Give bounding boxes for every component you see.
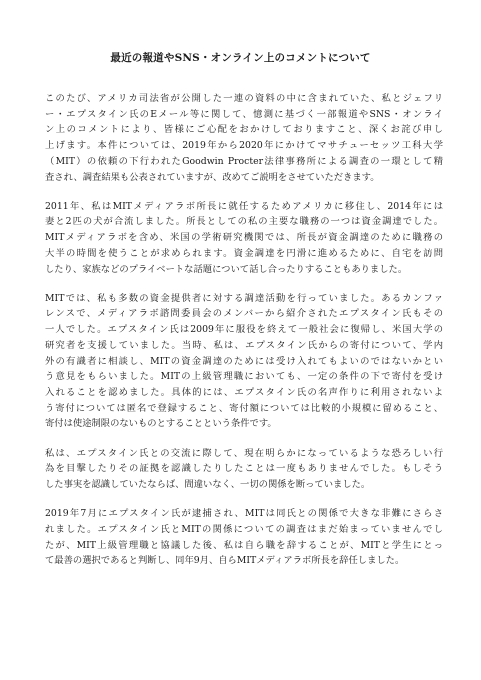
paragraph-line: 妻と2匹の犬が合流しました。所長としての私の主要な職務の一つは資金調達でした。 (45, 216, 443, 228)
paragraph-line: ー・エプスタイン氏のEメール等に関して、憶測に基づく一部報道やSNS・オンライ (45, 108, 443, 120)
paragraph-line: 大半の時間を使うことが求められます。資金調達を円滑に進めるために、自宅を訪問 (45, 247, 443, 259)
paragraph-line: う寄付については匿名で登録すること、寄付額については比較的小規模に留めること、 (45, 402, 443, 414)
paragraph-line: 2011年、私はMITメディアラボ所長に就任するためアメリカに移住し、2014年には (45, 200, 443, 212)
paragraph-line: れました。エプスタイン氏とMITの関係についての調査はまだ始まっていませんでし (45, 523, 443, 535)
paragraph-line: （MIT）の依頼の下行われたGoodwin Procter法律事務所による調査の一環として精 (45, 155, 443, 167)
paragraph-line: した事実を認識していたならば、間違いなく、一切の関係を断っていました。 (45, 478, 371, 490)
paragraph-line: う意見をもらいました。MITの上級管理職においても、一定の条件の下で寄付を受け (45, 371, 443, 383)
paragraph-line: たが、MIT上級管理職と協議した後、私は自ら職を辞することが、MITと学生にとっ (45, 539, 443, 551)
paragraph-line: 上げます。本件については、2019年から2020年にかけてマサチューセッツ工科大学 (45, 140, 443, 152)
paragraph-line: 為を目撃したりその証拠を認識したりしたことは一度もありませんでした。もしそう (45, 463, 443, 475)
body-paragraph (45, 91, 443, 185)
paragraph-line: 私は、エプスタイン氏との交流に際して、現在明らかになっているような恐ろしい行 (45, 447, 443, 459)
paragraph-line: 一人でした。エプスタイン氏は2009年に服役を終えて一般社会に復帰し、米国大学の (45, 324, 443, 336)
paragraph-line: このたび、アメリカ司法省が公開した一連の資料の中に含まれていた、私とジェフリ (45, 93, 443, 104)
body-paragraph (45, 291, 443, 432)
paragraph-line: MITメディアラボを含め、米国の学術研究機関では、所長が資金調達のために職務の (45, 232, 443, 244)
paragraph-line: したり、家族などのプライベートな話題について話し合ったりすることもありました。 (45, 263, 408, 275)
document-body (45, 91, 443, 582)
paragraph-line: 入れることを認めました。具体的には、エプスタイン氏の名声作りに利用されないよ (45, 386, 443, 398)
paragraph-line: MITでは、私も多数の資金提供者に対する調達活動を行っていました。あるカンファ (45, 292, 443, 304)
paragraph-line: て最善の選択であると判断し、同年9月、自らMITメディアラボ所長を辞任しました。 (45, 555, 405, 567)
paragraph-line: 寄付は使途制限のないものとすることという条件です。 (45, 418, 277, 430)
body-paragraph (45, 446, 443, 493)
document-title: 最近の報道やSNS・オンライン上のコメントについて (110, 52, 371, 64)
paragraph-line: 2019年7月にエプスタイン氏が逮捕され、MITは同氏との関係で大きな非難にさらさ (45, 508, 443, 520)
paragraph-line: 研究者を支援していました。当時、私は、エプスタイン氏からの寄付について、学内 (45, 339, 443, 351)
paragraph-line: 外の有識者に相談し、MITの資金調達のためには受け入れてもよいのではないかとい (45, 355, 443, 367)
paragraph-line: レンスで、メディアラボ諮問委員会のメンバーから紹介されたエプスタイン氏もその (45, 308, 443, 320)
body-paragraph (45, 506, 443, 569)
paragraph-line: 査され、調査結果も公表されていますが、改めてご説明をさせていただきます。 (45, 171, 380, 183)
paragraph-line: ン上のコメントにより、皆様にご心配をおかけしておりますこと、深くお詫び申し (45, 124, 443, 136)
body-paragraph (45, 199, 443, 278)
